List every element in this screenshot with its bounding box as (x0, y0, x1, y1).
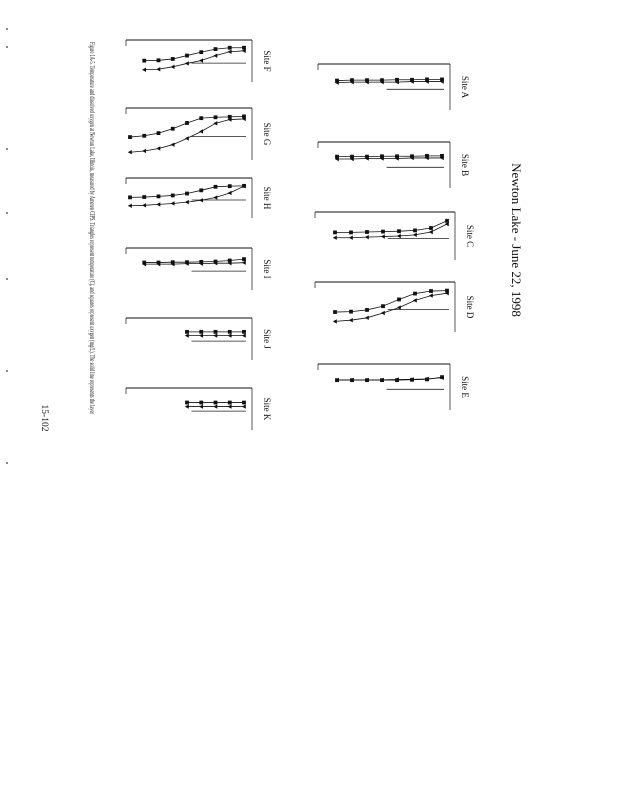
oxygen-point (410, 154, 414, 158)
oxygen-point (242, 184, 246, 188)
temperature-point (171, 142, 175, 146)
oxygen-point (350, 378, 354, 382)
oxygen-series-line (130, 116, 244, 137)
scan-speck (6, 28, 8, 30)
oxygen-point (365, 308, 369, 312)
panel-title: Site B (460, 153, 470, 177)
temperature-point (156, 202, 160, 206)
scan-speck (6, 278, 8, 280)
oxygen-point (157, 131, 161, 135)
temperature-point (429, 230, 433, 234)
site-panel (126, 178, 272, 218)
temperature-point (199, 198, 203, 202)
oxygen-point (228, 259, 232, 263)
oxygen-point (214, 260, 218, 264)
oxygen-point (365, 78, 369, 82)
temperature-point (349, 236, 353, 240)
temperature-point (185, 61, 189, 65)
oxygen-point (380, 78, 384, 82)
panel-title: Site D (465, 295, 475, 319)
oxygen-point (228, 115, 232, 119)
oxygen-point (199, 188, 203, 192)
oxygen-point (365, 155, 369, 159)
oxygen-point (335, 155, 339, 159)
oxygen-point (333, 310, 337, 314)
oxygen-point (142, 195, 146, 199)
temperature-point (413, 298, 417, 302)
oxygen-point (171, 260, 175, 264)
temperature-point (156, 146, 160, 150)
oxygen-point (199, 260, 203, 264)
oxygen-point (157, 195, 161, 199)
oxygen-point (413, 292, 417, 296)
oxygen-point (242, 257, 246, 261)
temperature-point (142, 149, 146, 153)
oxygen-point (199, 116, 203, 120)
oxygen-point (425, 154, 429, 158)
panel-title: Site G (262, 122, 272, 146)
temperature-point (142, 203, 146, 207)
site-panel (126, 318, 272, 360)
scan-speck (6, 148, 8, 150)
site-panels (126, 40, 475, 430)
site-panel (126, 388, 272, 430)
oxygen-point (350, 155, 354, 159)
oxygen-point (185, 54, 189, 58)
oxygen-point (214, 401, 218, 405)
temperature-point (365, 316, 369, 320)
figure-caption: Figure 1A-5. Temperature and dissolved oxygen at Newton Lake, Illinois, measured by Ameren CIPS. Triangles represent temperature (C), and squares represent oxygen (mg/L). The solid line represents the layer (88, 42, 97, 669)
oxygen-point (440, 78, 444, 82)
temperature-point (228, 404, 232, 408)
oxygen-point (214, 330, 218, 334)
temperature-point (128, 204, 132, 208)
panel-title: Site A (460, 75, 470, 99)
site-panel (126, 40, 272, 82)
temperature-point (381, 234, 385, 238)
oxygen-point (128, 195, 132, 199)
oxygen-point (214, 185, 218, 189)
oxygen-point (157, 58, 161, 62)
temperature-point (185, 200, 189, 204)
oxygen-point (242, 330, 246, 334)
oxygen-point (425, 378, 429, 382)
oxygen-point (445, 219, 449, 223)
oxygen-point (214, 47, 218, 51)
oxygen-point (242, 46, 246, 50)
oxygen-point (142, 59, 146, 63)
oxygen-point (335, 79, 339, 83)
temperature-point (413, 233, 417, 237)
oxygen-point (381, 230, 385, 234)
oxygen-point (199, 330, 203, 334)
oxygen-point (142, 261, 146, 265)
oxygen-point (445, 289, 449, 293)
oxygen-point (380, 154, 384, 158)
scan-speck (6, 370, 8, 372)
temperature-point (213, 53, 217, 57)
temperature-point (228, 191, 232, 195)
panel-title: Site F (262, 50, 272, 72)
document-title: Newton Lake - June 22, 1998 (509, 163, 524, 317)
oxygen-point (242, 401, 246, 405)
temperature-point (349, 318, 353, 322)
oxygen-point (380, 378, 384, 382)
scan-speck (6, 46, 8, 48)
oxygen-point (440, 154, 444, 158)
temperature-point (429, 293, 433, 297)
oxygen-point (185, 121, 189, 125)
panel-title: Site I (262, 259, 272, 279)
oxygen-point (333, 231, 337, 235)
temperature-point (213, 404, 217, 408)
temperature-point (171, 65, 175, 69)
temperature-point (333, 236, 337, 240)
temperature-point (397, 234, 401, 238)
oxygen-point (381, 304, 385, 308)
panel-title: Site J (262, 329, 272, 349)
page-number: 15-102 (39, 404, 49, 432)
site-panel (318, 142, 470, 188)
temperature-point (185, 136, 189, 140)
oxygen-point (185, 330, 189, 334)
temperature-point (199, 333, 203, 337)
temperature-point (142, 68, 146, 72)
panel-title: Site E (460, 376, 470, 398)
oxygen-point (395, 78, 399, 82)
oxygen-point (157, 261, 161, 265)
temperature-point (185, 333, 189, 337)
oxygen-point (395, 378, 399, 382)
site-panel (318, 64, 470, 110)
oxygen-point (228, 401, 232, 405)
temperature-point (213, 195, 217, 199)
temperature-point (156, 67, 160, 71)
site-panel (126, 108, 272, 160)
oxygen-point (228, 184, 232, 188)
oxygen-point (335, 378, 339, 382)
temperature-point (199, 58, 203, 62)
oxygen-point (185, 401, 189, 405)
temperature-point (213, 121, 217, 125)
oxygen-point (228, 46, 232, 50)
oxygen-point (397, 298, 401, 302)
oxygen-point (199, 50, 203, 54)
oxygen-point (171, 57, 175, 61)
site-panel (126, 248, 272, 290)
temperature-point (199, 404, 203, 408)
temperature-point (185, 404, 189, 408)
temperature-point (213, 333, 217, 337)
oxygen-series-line (335, 291, 447, 312)
oxygen-point (228, 330, 232, 334)
oxygen-point (185, 192, 189, 196)
temperature-point (242, 260, 246, 264)
oxygen-point (128, 135, 132, 139)
temperature-series-line (335, 293, 447, 321)
oxygen-point (365, 378, 369, 382)
oxygen-point (142, 134, 146, 138)
temperature-point (242, 404, 246, 408)
temperature-point (333, 319, 337, 323)
oxygen-point (185, 260, 189, 264)
oxygen-point (214, 115, 218, 119)
oxygen-point (410, 78, 414, 82)
site-panel (315, 212, 475, 260)
oxygen-point (425, 78, 429, 82)
oxygen-point (429, 226, 433, 230)
oxygen-point (349, 231, 353, 235)
temperature-point (199, 129, 203, 133)
temperature-point (128, 150, 132, 154)
temperature-point (365, 235, 369, 239)
temperature-point (228, 333, 232, 337)
oxygen-series-line (130, 186, 244, 198)
oxygen-point (397, 229, 401, 233)
temperature-point (171, 201, 175, 205)
oxygen-point (429, 289, 433, 293)
site-panel (315, 282, 475, 332)
oxygen-point (350, 78, 354, 82)
oxygen-point (242, 115, 246, 119)
panel-title: Site H (262, 186, 272, 210)
oxygen-point (395, 154, 399, 158)
oxygen-point (171, 127, 175, 131)
oxygen-point (440, 375, 444, 379)
temperature-point (381, 311, 385, 315)
site-panel (318, 364, 470, 410)
oxygen-point (171, 194, 175, 198)
panel-title: Site C (465, 224, 475, 248)
scan-speck (6, 212, 8, 214)
oxygen-point (365, 230, 369, 234)
oxygen-point (413, 229, 417, 233)
temperature-point (228, 50, 232, 54)
scan-speck (6, 462, 8, 464)
oxygen-point (349, 310, 353, 314)
oxygen-point (410, 378, 414, 382)
oxygen-point (199, 401, 203, 405)
temperature-point (242, 333, 246, 337)
panel-title: Site K (262, 397, 272, 421)
